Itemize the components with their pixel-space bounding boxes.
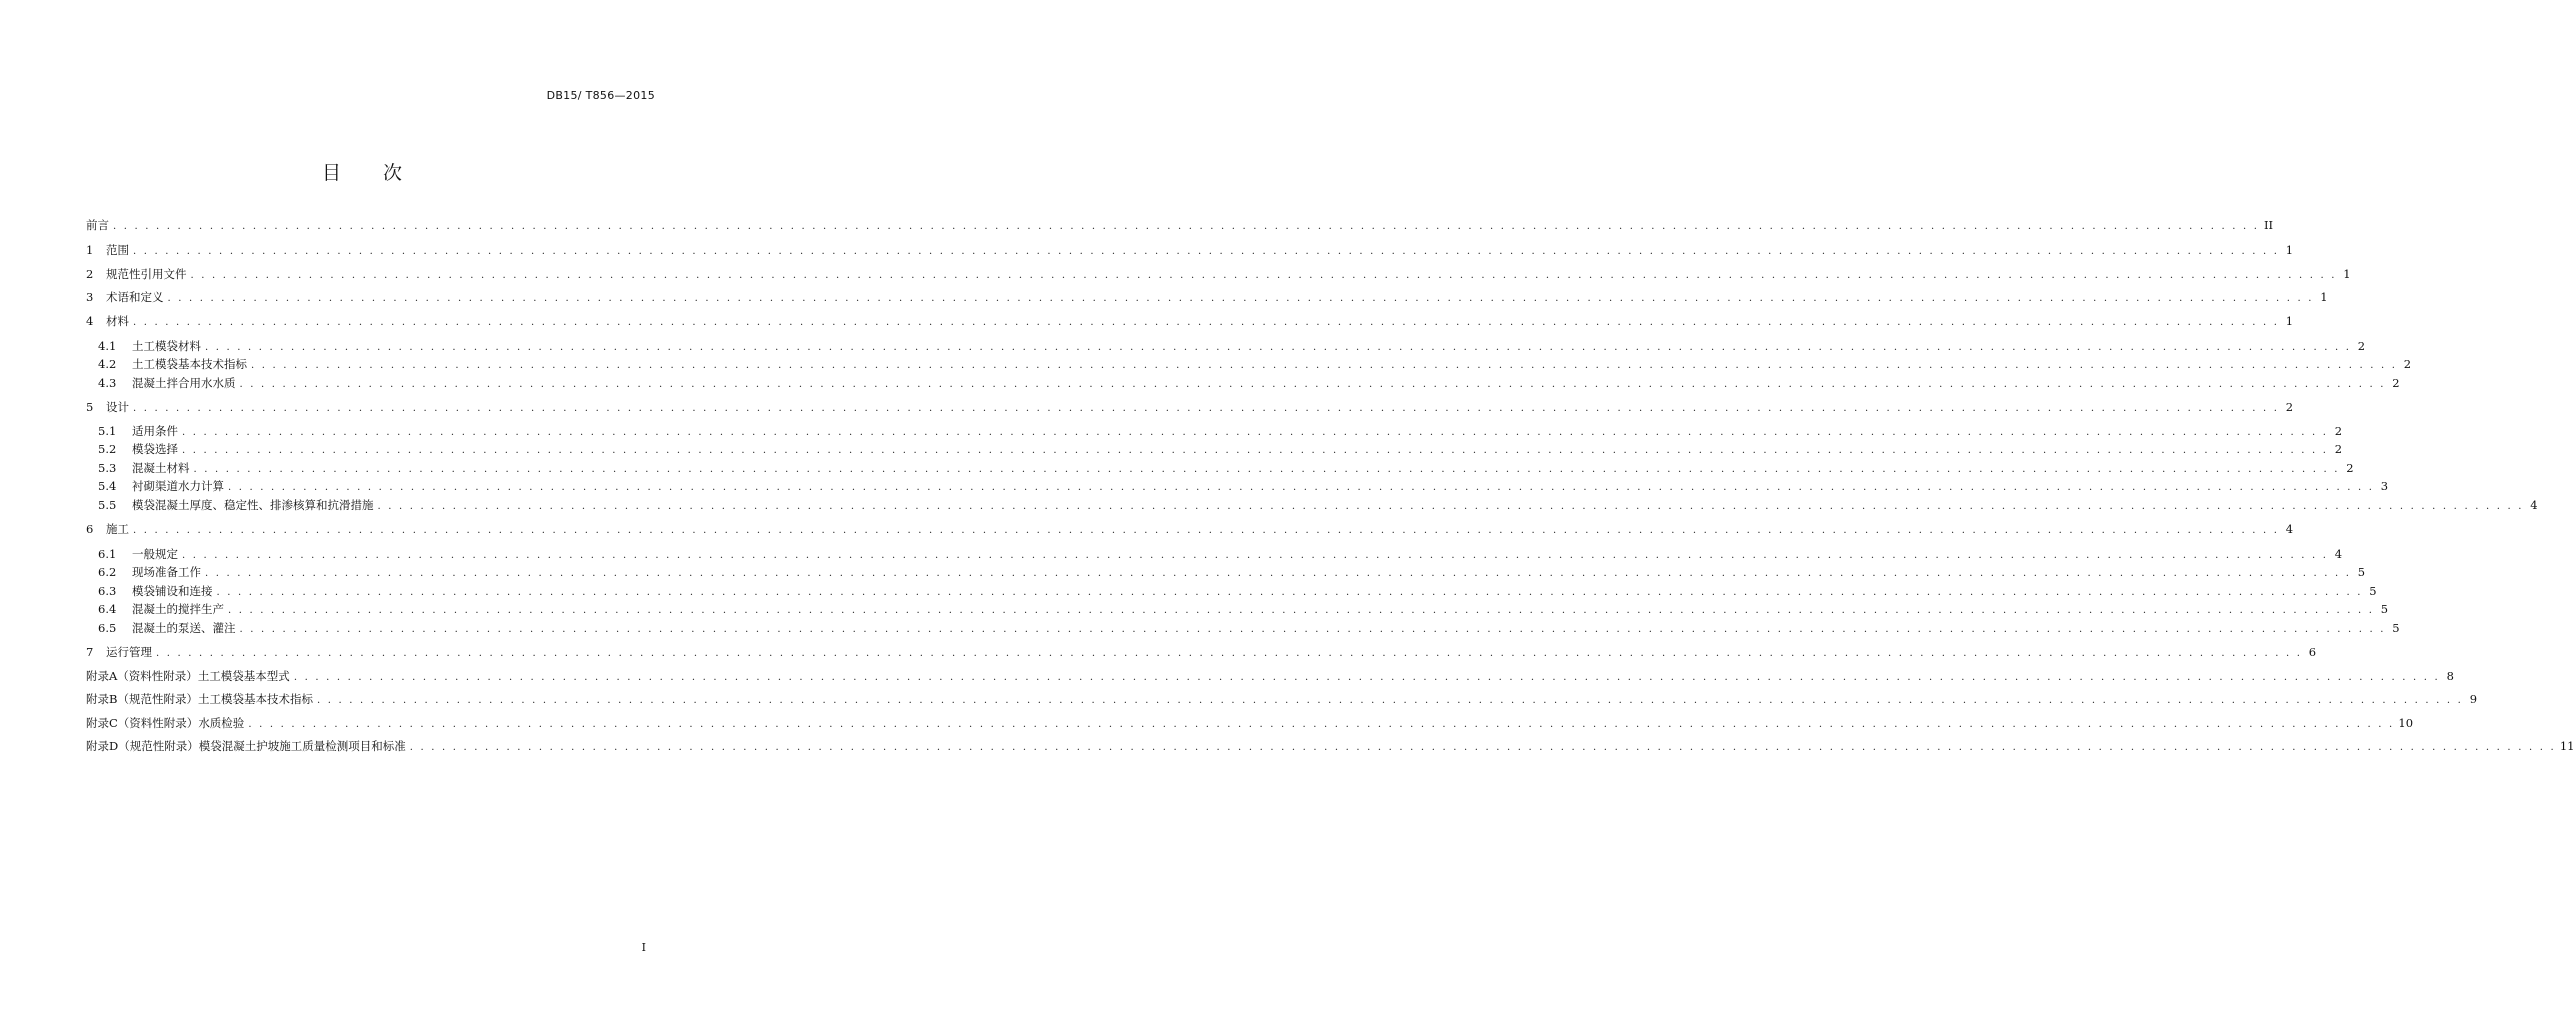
toc-page-number: 10 (2398, 716, 2414, 730)
toc-entry[interactable] (86, 216, 2274, 234)
toc-entry-title: 前言 (86, 218, 109, 232)
toc-entry[interactable] (86, 600, 2389, 618)
toc-entry[interactable] (86, 563, 2366, 581)
toc-entry-title: 土工模袋材料 (132, 339, 201, 353)
toc-dot-leader: . . . . . . . . . . . . . . . . . . . . . . . . . . . . . . . . . . . . . . . . . . . . . . . . . . . . . . . . . . . . . . . . . . . . . . . . . . . . . . . . . . . . . . . . . . . . . . . . . . . . . . . . . . . . . . . . . . . . . . . . . . . . . . . . . . . . . . . . . . . . . . . . . . . . . . . . . . . . . . . . . . . . . . . . . . . . . . . . . . . . . . . . . . . . . . . . . . . . . . . . (377, 501, 2524, 512)
toc-entry-title: 现场准备工作 (132, 565, 201, 579)
toc-entry[interactable] (86, 312, 2294, 330)
toc-dot-leader: . . . . . . . . . . . . . . . . . . . . . . . . . . . . . . . . . . . . . . . . . . . . . . . . . . . . . . . . . . . . . . . . . . . . . . . . . . . . . . . . . . . . . . . . . . . . . . . . . . . . . . . . . . . . . . . . . . . . . . . . . . . . . . . . . . . . . . . . . . . . . . . . . . . . . . . . . . . . . . . . . . . . . . . . . . . . . . . . . . . . . . . . . . . . . . . . . . . . . . . . (133, 525, 2280, 536)
toc-section-number: 3 (86, 290, 94, 304)
toc-entry[interactable] (86, 374, 2400, 392)
toc-entry[interactable] (86, 690, 2478, 708)
toc-entry[interactable] (86, 422, 2343, 440)
toc-page-number: 2 (2334, 442, 2343, 456)
toc-entry-title: 材料 (106, 314, 129, 328)
toc-page-number: 9 (2469, 692, 2478, 706)
toc-entry[interactable] (86, 667, 2454, 685)
toc-dot-leader: . . . . . . . . . . . . . . . . . . . . . . . . . . . . . . . . . . . . . . . . . . . . . . . . . . . . . . . . . . . . . . . . . . . . . . . . . . . . . . . . . . . . . . . . . . . . . . . . . . . . . . . . . . . . . . . . . . . . . . . . . . . . . . . . . . . . . . . . . . . . . . . . . . . . . . . . . . . . . . . . . . . . . . . . . . . . . . . . . . . . . . . . . . . . . . . . . . . . . . . . (113, 221, 2260, 232)
toc-page-number: 2 (2403, 357, 2412, 371)
toc-entry[interactable] (86, 714, 2414, 732)
toc-page-number: 2 (2392, 376, 2400, 390)
toc-section-number: 4.1 (98, 339, 117, 353)
toc-section-number: 5.2 (98, 442, 117, 456)
toc-appendix-label: 附录C（资料性附录） (86, 716, 199, 730)
toc-entry-title: 术语和定义 (106, 290, 164, 304)
toc-section-number: 6.2 (98, 565, 117, 579)
toc-page-number: 1 (2343, 267, 2351, 281)
toc-dot-leader: . . . . . . . . . . . . . . . . . . . . . . . . . . . . . . . . . . . . . . . . . . . . . . . . . . . . . . . . . . . . . . . . . . . . . . . . . . . . . . . . . . . . . . . . . . . . . . . . . . . . . . . . . . . . . . . . . . . . . . . . . . . . . . . . . . . . . . . . . . . . . . . . . . . . . . . . . . . . . . . . . . . . . . . . . . . . . . . . . . . . . . . . . . . . . . . . . . . . . . . . (248, 719, 2395, 730)
toc-entry-title: 衬砌渠道水力计算 (132, 479, 224, 493)
toc-section-number: 5.4 (98, 479, 117, 493)
toc-dot-leader: . . . . . . . . . . . . . . . . . . . . . . . . . . . . . . . . . . . . . . . . . . . . . . . . . . . . . . . . . . . . . . . . . . . . . . . . . . . . . . . . . . . . . . . . . . . . . . . . . . . . . . . . . . . . . . . . . . . . . . . . . . . . . . . . . . . . . . . . . . . . . . . . . . . . . . . . . . . . . . . . . . . . . . . . . . . . . . . . . . . . . . . . . . . . . . . . . . . . . . . . (239, 624, 2386, 635)
toc-dot-leader: . . . . . . . . . . . . . . . . . . . . . . . . . . . . . . . . . . . . . . . . . . . . . . . . . . . . . . . . . . . . . . . . . . . . . . . . . . . . . . . . . . . . . . . . . . . . . . . . . . . . . . . . . . . . . . . . . . . . . . . . . . . . . . . . . . . . . . . . . . . . . . . . . . . . . . . . . . . . . . . . . . . . . . . . . . . . . . . . . . . . . . . . . . . . . . . . . . . . . . . . (239, 379, 2386, 390)
toc-page-number: 4 (2285, 522, 2294, 536)
toc-entry[interactable] (86, 337, 2366, 355)
toc-section-number: 6 (86, 522, 94, 536)
toc-entry-title: 混凝土的搅拌生产 (132, 602, 224, 616)
toc-dot-leader: . . . . . . . . . . . . . . . . . . . . . . . . . . . . . . . . . . . . . . . . . . . . . . . . . . . . . . . . . . . . . . . . . . . . . . . . . . . . . . . . . . . . . . . . . . . . . . . . . . . . . . . . . . . . . . . . . . . . . . . . . . . . . . . . . . . . . . . . . . . . . . . . . . . . . . . . . . . . . . . . . . . . . . . . . . . . . . . . . . . . . . . . . . . . . . . . . . . . . . . . (133, 403, 2280, 414)
toc-section-number: 4 (86, 314, 94, 328)
toc-dot-leader: . . . . . . . . . . . . . . . . . . . . . . . . . . . . . . . . . . . . . . . . . . . . . . . . . . . . . . . . . . . . . . . . . . . . . . . . . . . . . . . . . . . . . . . . . . . . . . . . . . . . . . . . . . . . . . . . . . . . . . . . . . . . . . . . . . . . . . . . . . . . . . . . . . . . . . . . . . . . . . . . . . . . . . . . . . . . . . . . . . . . . . . . . . . . . . . . . . . . . . . . (133, 317, 2280, 328)
toc-page-number: 8 (2446, 669, 2454, 683)
toc-dot-leader: . . . . . . . . . . . . . . . . . . . . . . . . . . . . . . . . . . . . . . . . . . . . . . . . . . . . . . . . . . . . . . . . . . . . . . . . . . . . . . . . . . . . . . . . . . . . . . . . . . . . . . . . . . . . . . . . . . . . . . . . . . . . . . . . . . . . . . . . . . . . . . . . . . . . . . . . . . . . . . . . . . . . . . . . . . . . . . . . . . . . . . . . . . . . . . . . . . . . . . . . (133, 246, 2280, 257)
toc-entry[interactable] (86, 288, 2328, 306)
toc-entry-title: 土工模袋基本技术指标 (132, 357, 247, 371)
toc-page-number: 4 (2530, 498, 2538, 512)
toc-dot-leader: . . . . . . . . . . . . . . . . . . . . . . . . . . . . . . . . . . . . . . . . . . . . . . . . . . . . . . . . . . . . . . . . . . . . . . . . . . . . . . . . . . . . . . . . . . . . . . . . . . . . . . . . . . . . . . . . . . . . . . . . . . . . . . . . . . . . . . . . . . . . . . . . . . . . . . . . . . . . . . . . . . . . . . . . . . . . . . . . . . . . . . . . . . . . . . . . . . . . . . . . (167, 293, 2314, 304)
toc-section-number: 5.5 (98, 498, 117, 512)
toc-dot-leader: . . . . . . . . . . . . . . . . . . . . . . . . . . . . . . . . . . . . . . . . . . . . . . . . . . . . . . . . . . . . . . . . . . . . . . . . . . . . . . . . . . . . . . . . . . . . . . . . . . . . . . . . . . . . . . . . . . . . . . . . . . . . . . . . . . . . . . . . . . . . . . . . . . . . . . . . . . . . . . . . . . . . . . . . . . . . . . . . . . . . . . . . . . . . . . . . . . . . . . . . (228, 482, 2375, 493)
toc-page-number: 5 (2380, 602, 2389, 616)
toc-page-number: 2 (2357, 339, 2366, 353)
toc-entry-title: 施工 (106, 522, 129, 536)
toc-section-number: 1 (86, 243, 94, 257)
toc-page-number: 2 (2346, 461, 2354, 475)
toc-entry-title: 水质检验 (198, 716, 245, 730)
toc-section-number: 6.3 (98, 584, 117, 598)
toc-entry[interactable] (86, 737, 2574, 755)
toc-dot-leader: . . . . . . . . . . . . . . . . . . . . . . . . . . . . . . . . . . . . . . . . . . . . . . . . . . . . . . . . . . . . . . . . . . . . . . . . . . . . . . . . . . . . . . . . . . . . . . . . . . . . . . . . . . . . . . . . . . . . . . . . . . . . . . . . . . . . . . . . . . . . . . . . . . . . . . . . . . . . . . . . . . . . . . . . . . . . . . . . . . . . . . . . . . . . . . . . . . . . . . . . (156, 648, 2303, 659)
toc-entry-title: 土工模袋基本型式 (197, 669, 290, 683)
toc-page-number: 2 (2285, 400, 2294, 414)
toc-entry-title: 混凝土的泵送、灌注 (132, 621, 236, 635)
toc-page-number: 4 (2334, 547, 2343, 561)
toc-entry[interactable] (86, 477, 2389, 495)
toc-entry-title: 混凝土材料 (132, 461, 190, 475)
toc-entry-title: 适用条件 (132, 424, 178, 438)
toc-entry-title: 运行管理 (106, 645, 152, 659)
toc-appendix-label: 附录B（规范性附录） (86, 692, 198, 706)
toc-section-number: 7 (86, 645, 94, 659)
toc-entry[interactable] (86, 398, 2294, 416)
toc-entry[interactable] (86, 520, 2294, 538)
toc-dot-leader: . . . . . . . . . . . . . . . . . . . . . . . . . . . . . . . . . . . . . . . . . . . . . . . . . . . . . . . . . . . . . . . . . . . . . . . . . . . . . . . . . . . . . . . . . . . . . . . . . . . . . . . . . . . . . . . . . . . . . . . . . . . . . . . . . . . . . . . . . . . . . . . . . . . . . . . . . . . . . . . . . . . . . . . . . . . . . . . . . . . . . . . . . . . . . . . . . . . . . . . . (182, 445, 2329, 456)
toc-dot-leader: . . . . . . . . . . . . . . . . . . . . . . . . . . . . . . . . . . . . . . . . . . . . . . . . . . . . . . . . . . . . . . . . . . . . . . . . . . . . . . . . . . . . . . . . . . . . . . . . . . . . . . . . . . . . . . . . . . . . . . . . . . . . . . . . . . . . . . . . . . . . . . . . . . . . . . . . . . . . . . . . . . . . . . . . . . . . . . . . . . . . . . . . . . . . . . . . . . . . . . . . (182, 427, 2329, 438)
title-char-1: 目 (321, 162, 341, 184)
toc-page-number: 11 (2559, 739, 2574, 753)
toc-section-number: 2 (86, 267, 94, 281)
toc-entry-title: 模袋选择 (132, 442, 178, 456)
toc-dot-leader: . . . . . . . . . . . . . . . . . . . . . . . . . . . . . . . . . . . . . . . . . . . . . . . . . . . . . . . . . . . . . . . . . . . . . . . . . . . . . . . . . . . . . . . . . . . . . . . . . . . . . . . . . . . . . . . . . . . . . . . . . . . . . . . . . . . . . . . . . . . . . . . . . . . . . . . . . . . . . . . . . . . . . . . . . . . . . . . . . . . . . . . . . . . . . . . . . . . . . . . . (182, 550, 2329, 561)
toc-entry-title: 土工模袋基本技术指标 (197, 692, 313, 706)
toc-entry-title: 模袋混凝土护坡施工质量检测项目和标准 (198, 739, 406, 753)
toc-dot-leader: . . . . . . . . . . . . . . . . . . . . . . . . . . . . . . . . . . . . . . . . . . . . . . . . . . . . . . . . . . . . . . . . . . . . . . . . . . . . . . . . . . . . . . . . . . . . . . . . . . . . . . . . . . . . . . . . . . . . . . . . . . . . . . . . . . . . . . . . . . . . . . . . . . . . . . . . . . . . . . . . . . . . . . . . . . . . . . . . . . . . . . . . . . . . . . . . . . . . . . . . (190, 270, 2337, 281)
toc-section-number: 6.4 (98, 602, 117, 616)
toc-page-number: 1 (2320, 290, 2328, 304)
toc-entry-title: 混凝土拌合用水水质 (132, 376, 236, 390)
toc-page-number: 5 (2357, 565, 2366, 579)
toc-dot-leader: . . . . . . . . . . . . . . . . . . . . . . . . . . . . . . . . . . . . . . . . . . . . . . . . . . . . . . . . . . . . . . . . . . . . . . . . . . . . . . . . . . . . . . . . . . . . . . . . . . . . . . . . . . . . . . . . . . . . . . . . . . . . . . . . . . . . . . . . . . . . . . . . . . . . . . . . . . . . . . . . . . . . . . . . . . . . . . . . . . . . . . . . . . . . . . . . . . . . . . . . (316, 695, 2464, 706)
toc-page-number: 5 (2392, 621, 2400, 635)
standard-code: DB15/ T856—2015 (546, 89, 655, 102)
toc-dot-leader: . . . . . . . . . . . . . . . . . . . . . . . . . . . . . . . . . . . . . . . . . . . . . . . . . . . . . . . . . . . . . . . . . . . . . . . . . . . . . . . . . . . . . . . . . . . . . . . . . . . . . . . . . . . . . . . . . . . . . . . . . . . . . . . . . . . . . . . . . . . . . . . . . . . . . . . . . . . . . . . . . . . . . . . . . . . . . . . . . . . . . . . . . . . . . . . . . . . . . . . . (216, 587, 2363, 598)
toc-entry-title: 一般规定 (132, 547, 178, 561)
toc-dot-leader: . . . . . . . . . . . . . . . . . . . . . . . . . . . . . . . . . . . . . . . . . . . . . . . . . . . . . . . . . . . . . . . . . . . . . . . . . . . . . . . . . . . . . . . . . . . . . . . . . . . . . . . . . . . . . . . . . . . . . . . . . . . . . . . . . . . . . . . . . . . . . . . . . . . . . . . . . . . . . . . . . . . . . . . . . . . . . . . . . . . . . . . . . . . . . . . . . . . . . . . . (251, 360, 2398, 371)
toc-section-number: 5 (86, 400, 94, 414)
toc-entry-title: 范围 (106, 243, 129, 257)
toc-appendix-label: 附录D（规范性附录） (86, 739, 199, 753)
toc-entry[interactable] (86, 440, 2343, 458)
toc-entry-title: 模袋铺设和连接 (132, 584, 213, 598)
toc-entry[interactable] (86, 459, 2354, 477)
toc-entry[interactable] (86, 545, 2343, 563)
toc-section-number: 5.3 (98, 461, 117, 475)
toc-appendix-label: 附录A（资料性附录） (86, 669, 198, 683)
toc-page-number: II (2264, 218, 2274, 232)
toc-entry[interactable] (86, 643, 2317, 661)
toc-page-number: 6 (2308, 645, 2317, 659)
toc-dot-leader: . . . . . . . . . . . . . . . . . . . . . . . . . . . . . . . . . . . . . . . . . . . . . . . . . . . . . . . . . . . . . . . . . . . . . . . . . . . . . . . . . . . . . . . . . . . . . . . . . . . . . . . . . . . . . . . . . . . . . . . . . . . . . . . . . . . . . . . . . . . . . . . . . . . . . . . . . . . . . . . . . . . . . . . . . . . . . . . . . . . . . . . . . . . . . . . . . . . . . . . . (409, 742, 2556, 753)
toc-entry[interactable] (86, 355, 2412, 373)
toc-dot-leader: . . . . . . . . . . . . . . . . . . . . . . . . . . . . . . . . . . . . . . . . . . . . . . . . . . . . . . . . . . . . . . . . . . . . . . . . . . . . . . . . . . . . . . . . . . . . . . . . . . . . . . . . . . . . . . . . . . . . . . . . . . . . . . . . . . . . . . . . . . . . . . . . . . . . . . . . . . . . . . . . . . . . . . . . . . . . . . . . . . . . . . . . . . . . . . . . . . . . . . . . (228, 605, 2375, 616)
toc-section-number: 6.5 (98, 621, 117, 635)
toc-dot-leader: . . . . . . . . . . . . . . . . . . . . . . . . . . . . . . . . . . . . . . . . . . . . . . . . . . . . . . . . . . . . . . . . . . . . . . . . . . . . . . . . . . . . . . . . . . . . . . . . . . . . . . . . . . . . . . . . . . . . . . . . . . . . . . . . . . . . . . . . . . . . . . . . . . . . . . . . . . . . . . . . . . . . . . . . . . . . . . . . . . . . . . . . . . . . . . . . . . . . . . . . (193, 464, 2340, 475)
toc-dot-leader: . . . . . . . . . . . . . . . . . . . . . . . . . . . . . . . . . . . . . . . . . . . . . . . . . . . . . . . . . . . . . . . . . . . . . . . . . . . . . . . . . . . . . . . . . . . . . . . . . . . . . . . . . . . . . . . . . . . . . . . . . . . . . . . . . . . . . . . . . . . . . . . . . . . . . . . . . . . . . . . . . . . . . . . . . . . . . . . . . . . . . . . . . . . . . . . . . . . . . . . . (293, 672, 2440, 683)
toc-page-number: 2 (2334, 424, 2343, 438)
toc-section-number: 6.1 (98, 547, 117, 561)
toc-page-number: 1 (2285, 243, 2294, 257)
toc-entry[interactable] (86, 241, 2294, 259)
toc-page-number: 5 (2369, 584, 2377, 598)
toc-page-number: 3 (2380, 479, 2389, 493)
toc-section-number: 4.3 (98, 376, 117, 390)
toc-section-number: 4.2 (98, 357, 117, 371)
toc-dot-leader: . . . . . . . . . . . . . . . . . . . . . . . . . . . . . . . . . . . . . . . . . . . . . . . . . . . . . . . . . . . . . . . . . . . . . . . . . . . . . . . . . . . . . . . . . . . . . . . . . . . . . . . . . . . . . . . . . . . . . . . . . . . . . . . . . . . . . . . . . . . . . . . . . . . . . . . . . . . . . . . . . . . . . . . . . . . . . . . . . . . . . . . . . . . . . . . . . . . . . . . . (205, 342, 2352, 353)
footer-page-number: I (641, 941, 646, 954)
toc-entry[interactable] (86, 496, 2538, 514)
toc-entry[interactable] (86, 265, 2351, 283)
toc-section-number: 5.1 (98, 424, 117, 438)
toc-entry[interactable] (86, 619, 2400, 637)
page-title (0, 158, 724, 185)
toc-dot-leader: . . . . . . . . . . . . . . . . . . . . . . . . . . . . . . . . . . . . . . . . . . . . . . . . . . . . . . . . . . . . . . . . . . . . . . . . . . . . . . . . . . . . . . . . . . . . . . . . . . . . . . . . . . . . . . . . . . . . . . . . . . . . . . . . . . . . . . . . . . . . . . . . . . . . . . . . . . . . . . . . . . . . . . . . . . . . . . . . . . . . . . . . . . . . . . . . . . . . . . . . (205, 568, 2352, 579)
toc-entry-title: 规范性引用文件 (106, 267, 187, 281)
toc-entry-title: 设计 (106, 400, 129, 414)
toc-entry-title: 模袋混凝土厚度、稳定性、排渗核算和抗滑措施 (132, 498, 374, 512)
toc-entry[interactable] (86, 582, 2377, 600)
toc-page-number: 1 (2285, 314, 2294, 328)
title-char-2: 次 (383, 162, 403, 184)
